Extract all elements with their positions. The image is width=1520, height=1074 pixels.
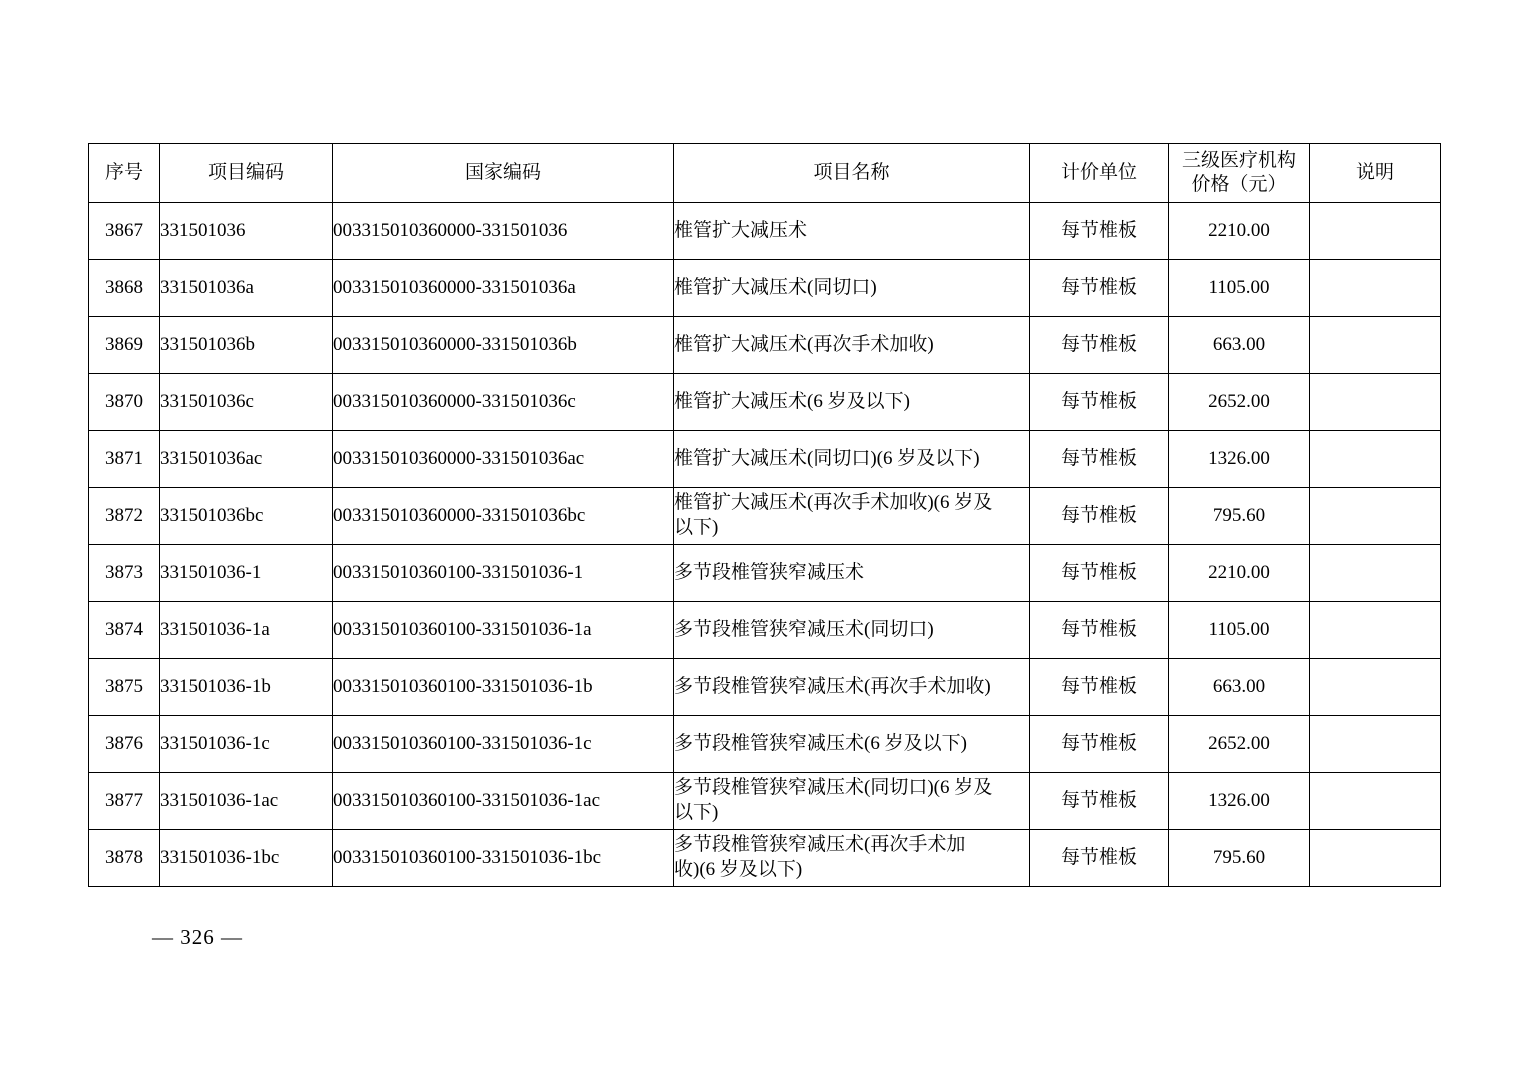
item-name-line1: 椎管扩大减压术(同切口)	[674, 276, 877, 298]
header-label-line2: 价格（元）	[1191, 174, 1287, 195]
cell-unit: 每节椎板	[1030, 602, 1169, 659]
cell-note	[1310, 716, 1441, 773]
table-row	[89, 260, 1441, 317]
cell-price: 663.00	[1169, 659, 1310, 716]
cell-price: 1105.00	[1169, 260, 1310, 317]
column-header-item-name	[674, 144, 1030, 203]
item-name-line2: 收)(6 岁及以下)	[674, 859, 803, 880]
cell-item-name	[674, 659, 1030, 716]
cell-note	[1310, 830, 1441, 887]
cell-note	[1310, 602, 1441, 659]
cell-sequence: 3867	[89, 203, 160, 260]
cell-item-code: 331501036a	[160, 260, 333, 317]
column-header-national-code	[333, 144, 674, 203]
cell-item-name	[674, 317, 1030, 374]
cell-price: 795.60	[1169, 830, 1310, 887]
table-body	[89, 203, 1441, 887]
cell-price: 2652.00	[1169, 374, 1310, 431]
cell-item-code: 331501036	[160, 203, 333, 260]
cell-price: 2210.00	[1169, 545, 1310, 602]
cell-note	[1310, 659, 1441, 716]
cell-sequence: 3868	[89, 260, 160, 317]
header-row	[89, 144, 1441, 203]
item-name-line1: 多节段椎管狭窄减压术(再次手术加	[674, 834, 966, 856]
table-row	[89, 659, 1441, 716]
cell-national-code: 003315010360000-331501036c	[333, 374, 674, 431]
cell-price: 1326.00	[1169, 431, 1310, 488]
cell-note	[1310, 317, 1441, 374]
cell-sequence: 3875	[89, 659, 160, 716]
table-row	[89, 773, 1441, 830]
column-header-unit	[1030, 144, 1169, 203]
item-name-line1: 多节段椎管狭窄减压术	[674, 561, 865, 583]
cell-sequence: 3870	[89, 374, 160, 431]
item-name-line2: 以下)	[674, 517, 719, 538]
header-label: 序号	[104, 162, 143, 184]
column-header-item-code	[160, 144, 333, 203]
cell-national-code: 003315010360000-331501036b	[333, 317, 674, 374]
column-header-price	[1169, 144, 1310, 203]
cell-sequence: 3877	[89, 773, 160, 830]
cell-unit: 每节椎板	[1030, 203, 1169, 260]
cell-unit: 每节椎板	[1030, 317, 1169, 374]
cell-national-code: 003315010360100-331501036-1	[333, 545, 674, 602]
cell-item-code: 331501036b	[160, 317, 333, 374]
header-label: 说明	[1355, 162, 1394, 184]
cell-note	[1310, 260, 1441, 317]
table-row	[89, 716, 1441, 773]
cell-item-name	[674, 260, 1030, 317]
cell-item-code: 331501036-1ac	[160, 773, 333, 830]
cell-national-code: 003315010360100-331501036-1b	[333, 659, 674, 716]
header-label-line1: 三级医疗机构	[1181, 150, 1296, 172]
cell-price: 2210.00	[1169, 203, 1310, 260]
cell-note	[1310, 773, 1441, 830]
header-label: 国家编码	[464, 162, 541, 184]
table-row	[89, 830, 1441, 887]
cell-national-code: 003315010360000-331501036	[333, 203, 674, 260]
cell-item-code: 331501036-1	[160, 545, 333, 602]
item-name-line1: 椎管扩大减压术(再次手术加收)	[674, 333, 934, 355]
header-label: 项目编码	[207, 162, 284, 184]
cell-note	[1310, 545, 1441, 602]
column-header-sequence	[89, 144, 160, 203]
cell-unit: 每节椎板	[1030, 374, 1169, 431]
cell-unit: 每节椎板	[1030, 545, 1169, 602]
cell-note	[1310, 488, 1441, 545]
cell-unit: 每节椎板	[1030, 830, 1169, 887]
medical-price-table	[88, 143, 1441, 887]
cell-national-code: 003315010360000-331501036a	[333, 260, 674, 317]
item-name-line1: 椎管扩大减压术	[674, 219, 808, 241]
cell-note	[1310, 203, 1441, 260]
cell-item-name	[674, 602, 1030, 659]
cell-unit: 每节椎板	[1030, 716, 1169, 773]
item-name-line1: 多节段椎管狭窄减压术(再次手术加收)	[674, 675, 991, 697]
item-name-line1: 多节段椎管狭窄减压术(同切口)(6 岁及	[674, 777, 993, 799]
cell-national-code: 003315010360100-331501036-1ac	[333, 773, 674, 830]
table-row	[89, 203, 1441, 260]
cell-item-code: 331501036-1bc	[160, 830, 333, 887]
page-number: — 326 —	[152, 925, 243, 949]
cell-national-code: 003315010360000-331501036bc	[333, 488, 674, 545]
cell-sequence: 3872	[89, 488, 160, 545]
item-name-line1: 椎管扩大减压术(6 岁及以下)	[674, 390, 910, 412]
cell-item-code: 331501036c	[160, 374, 333, 431]
cell-price: 795.60	[1169, 488, 1310, 545]
cell-item-name	[674, 203, 1030, 260]
item-name-line2: 以下)	[674, 802, 719, 823]
header-label: 项目名称	[813, 162, 890, 184]
cell-item-code: 331501036ac	[160, 431, 333, 488]
cell-note	[1310, 374, 1441, 431]
table-row	[89, 431, 1441, 488]
cell-item-code: 331501036-1a	[160, 602, 333, 659]
table-row	[89, 602, 1441, 659]
cell-price: 1326.00	[1169, 773, 1310, 830]
table-row	[89, 317, 1441, 374]
item-name-line1: 多节段椎管狭窄减压术(同切口)	[674, 618, 934, 640]
table-row	[89, 374, 1441, 431]
cell-price: 663.00	[1169, 317, 1310, 374]
cell-national-code: 003315010360100-331501036-1a	[333, 602, 674, 659]
cell-sequence: 3878	[89, 830, 160, 887]
table-row	[89, 545, 1441, 602]
cell-price: 2652.00	[1169, 716, 1310, 773]
cell-sequence: 3869	[89, 317, 160, 374]
cell-item-name	[674, 545, 1030, 602]
cell-sequence: 3876	[89, 716, 160, 773]
cell-item-name	[674, 488, 1030, 545]
table-header	[89, 144, 1441, 203]
cell-item-name	[674, 374, 1030, 431]
cell-sequence: 3873	[89, 545, 160, 602]
cell-item-name	[674, 716, 1030, 773]
cell-unit: 每节椎板	[1030, 431, 1169, 488]
cell-national-code: 003315010360100-331501036-1bc	[333, 830, 674, 887]
cell-item-code: 331501036-1b	[160, 659, 333, 716]
cell-note	[1310, 431, 1441, 488]
column-header-note	[1310, 144, 1441, 203]
cell-unit: 每节椎板	[1030, 773, 1169, 830]
item-name-line1: 椎管扩大减压术(再次手术加收)(6 岁及	[674, 492, 993, 514]
cell-item-code: 331501036bc	[160, 488, 333, 545]
table-row	[89, 488, 1441, 545]
cell-sequence: 3874	[89, 602, 160, 659]
cell-price: 1105.00	[1169, 602, 1310, 659]
cell-national-code: 003315010360000-331501036ac	[333, 431, 674, 488]
cell-unit: 每节椎板	[1030, 260, 1169, 317]
cell-unit: 每节椎板	[1030, 488, 1169, 545]
item-name-line1: 椎管扩大减压术(同切口)(6 岁及以下)	[674, 447, 980, 469]
cell-item-name	[674, 773, 1030, 830]
cell-national-code: 003315010360100-331501036-1c	[333, 716, 674, 773]
cell-sequence: 3871	[89, 431, 160, 488]
cell-item-name	[674, 431, 1030, 488]
item-name-line1: 多节段椎管狭窄减压术(6 岁及以下)	[674, 732, 967, 754]
cell-unit: 每节椎板	[1030, 659, 1169, 716]
cell-item-name	[674, 830, 1030, 887]
header-label: 计价单位	[1060, 162, 1137, 184]
cell-item-code: 331501036-1c	[160, 716, 333, 773]
